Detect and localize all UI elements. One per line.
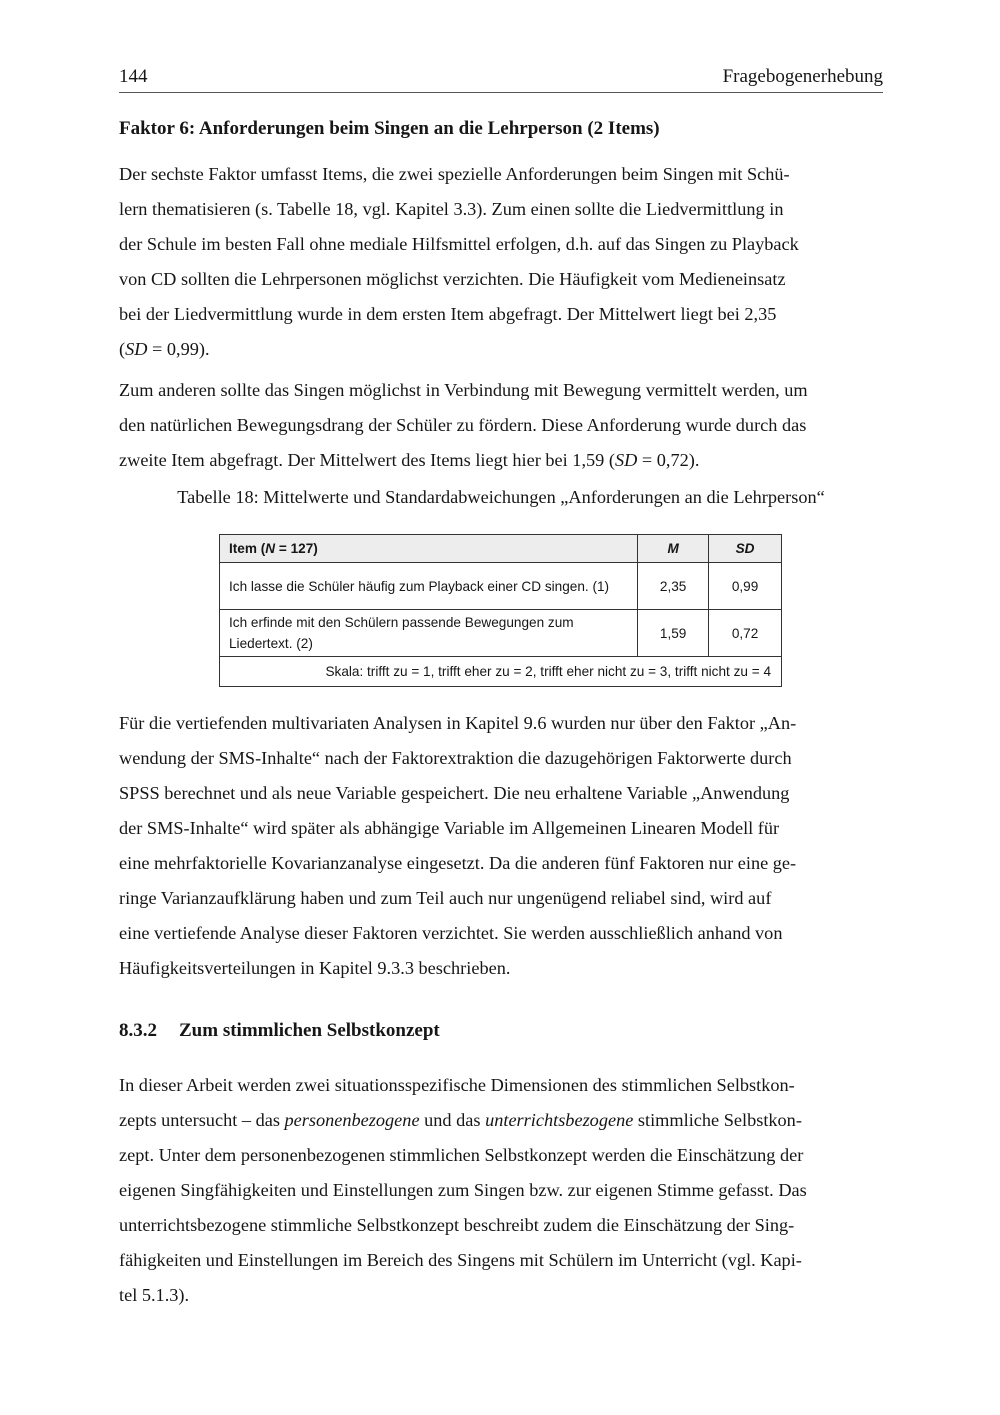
text-line: SPSS berechnet und als neue Variable gespeichert. Die neu erhaltene Variable „Anwendung [119, 783, 790, 803]
text-line [119, 332, 881, 367]
text-line: In dieser Arbeit werden zwei situationsspezifische Dimensionen des stimmlichen Selbstkon- [119, 1075, 795, 1095]
text-line: lern thematisieren (s. Tabelle 18, vgl. Kapitel 3.3). Zum einen sollte die Liedvermittlung in [119, 199, 784, 219]
section-heading [119, 1020, 440, 1042]
emphasis: unterrichtsbezogene [485, 1110, 634, 1130]
text-line: zept. Unter dem personenbezogenen stimmlichen Selbstkonzept werden die Einschätzung der [119, 1145, 804, 1165]
header-item-suffix: = 127) [275, 541, 318, 556]
text-line: Häufigkeitsverteilungen in Kapitel 9.3.3 beschrieben. [119, 958, 511, 978]
header-item-prefix: Item ( [229, 541, 266, 556]
text-fragment: zweite Item abgefragt. Der Mittelwert des Items liegt hier bei 1,59 ( [119, 450, 615, 470]
item-cell: Ich lasse die Schüler häufig zum Playback einer CD singen. (1) [220, 563, 638, 610]
paragraph-self-concept [119, 1068, 881, 1313]
text-line [119, 443, 881, 478]
scale-note: Skala: trifft zu = 1, trifft eher zu = 2, trifft eher nicht zu = 3, trifft nicht zu = 4 [220, 657, 782, 687]
text-fragment: = 0,99). [147, 339, 210, 359]
paragraph-factor-description [119, 157, 881, 367]
mean-cell: 2,35 [638, 563, 709, 610]
sd-symbol: SD [614, 450, 638, 470]
table-header-row [220, 535, 782, 563]
paragraph-multivariate [119, 706, 881, 986]
text-fragment: ( [119, 339, 126, 359]
sd-cell: 0,99 [709, 563, 782, 610]
text-line: Zum anderen sollte das Singen möglichst in Verbindung mit Bewegung vermittelt werden, um [119, 380, 808, 400]
text-line: bei der Liedvermittlung wurde in dem ersten Item abgefragt. Der Mittelwert liegt bei 2,35 [119, 304, 777, 324]
text-line: tel 5.1.3). [119, 1285, 190, 1305]
sd-symbol: SD [125, 339, 148, 359]
item-cell: Ich erfinde mit den Schülern passende Bewegungen zum Liedertext. (2) [220, 610, 638, 657]
text-line: wendung der SMS-Inhalte“ nach der Faktorextraktion die dazugehörigen Faktorwerte durch [119, 748, 792, 768]
text-line [119, 1103, 881, 1138]
text-line: der Schule im besten Fall ohne mediale Hilfsmittel erfolgen, d.h. auf das Singen zu Playback [119, 234, 799, 254]
text-line: eine mehrfaktorielle Kovarianzanalyse eingesetzt. Da die anderen fünf Faktoren nur eine ge- [119, 853, 797, 873]
text-fragment: stimmliche Selbstkon- [633, 1110, 802, 1130]
text-line: fähigkeiten und Einstellungen im Bereich des Singens mit Schülern im Unterricht (vgl. Kapi- [119, 1250, 802, 1270]
text-line: ringe Varianzaufklärung haben und zum Teil auch nur ungenügend reliabel sind, wird auf [119, 888, 772, 908]
text-line: eigenen Singfähigkeiten und Einstellungen zum Singen bzw. zur eigenen Stimme gefasst. Das [119, 1180, 807, 1200]
text-line: Der sechste Faktor umfasst Items, die zwei spezielle Anforderungen beim Singen mit Schü- [119, 164, 790, 184]
means-table [219, 534, 782, 687]
text-line: eine vertiefende Analyse dieser Faktoren verzichtet. Sie werden ausschließlich anhand von [119, 923, 783, 943]
text-line: von CD sollten die Lehrpersonen möglichst verzichten. Die Häufigkeit vom Medieneinsatz [119, 269, 786, 289]
running-title: Fragebogenerhebung [722, 66, 883, 87]
header-item-n: N [265, 541, 276, 556]
running-header [119, 64, 883, 93]
factor-heading: Faktor 6: Anforderungen beim Singen an die Lehrperson (2 Items) [119, 118, 660, 139]
header-sd-label: SD [735, 541, 755, 556]
paragraph-second-item [119, 373, 881, 478]
text-line: unterrichtsbezogene stimmliche Selbstkonzept beschreibt zudem die Einschätzung der Sing- [119, 1215, 795, 1235]
mean-cell: 1,59 [638, 610, 709, 657]
text-line: Für die vertiefenden multivariaten Analysen in Kapitel 9.6 wurden nur über den Faktor „An- [119, 713, 797, 733]
text-fragment: und das [419, 1110, 486, 1130]
header-sd [709, 535, 782, 563]
scale-row [220, 657, 782, 687]
text-fragment: zepts untersucht – das [119, 1110, 285, 1130]
header-item [220, 535, 638, 563]
text-fragment: = 0,72). [637, 450, 700, 470]
text-line: der SMS-Inhalte“ wird später als abhängige Variable im Allgemeinen Linearen Modell für [119, 818, 780, 838]
section-title: Zum stimmlichen Selbstkonzept [179, 1020, 440, 1041]
page-number: 144 [119, 66, 148, 87]
sd-cell: 0,72 [709, 610, 782, 657]
text-line: den natürlichen Bewegungsdrang der Schüler zu fördern. Diese Anforderung wurde durch das [119, 415, 807, 435]
table-row [220, 563, 782, 610]
table-caption: Tabelle 18: Mittelwerte und Standardabweichungen „Anforderungen an die Lehrperson“ [177, 487, 825, 507]
header-m [638, 535, 709, 563]
section-number: 8.3.2 [119, 1020, 157, 1041]
header-m-label: M [667, 541, 679, 556]
table-row [220, 610, 782, 657]
emphasis: personenbezogene [284, 1110, 420, 1130]
